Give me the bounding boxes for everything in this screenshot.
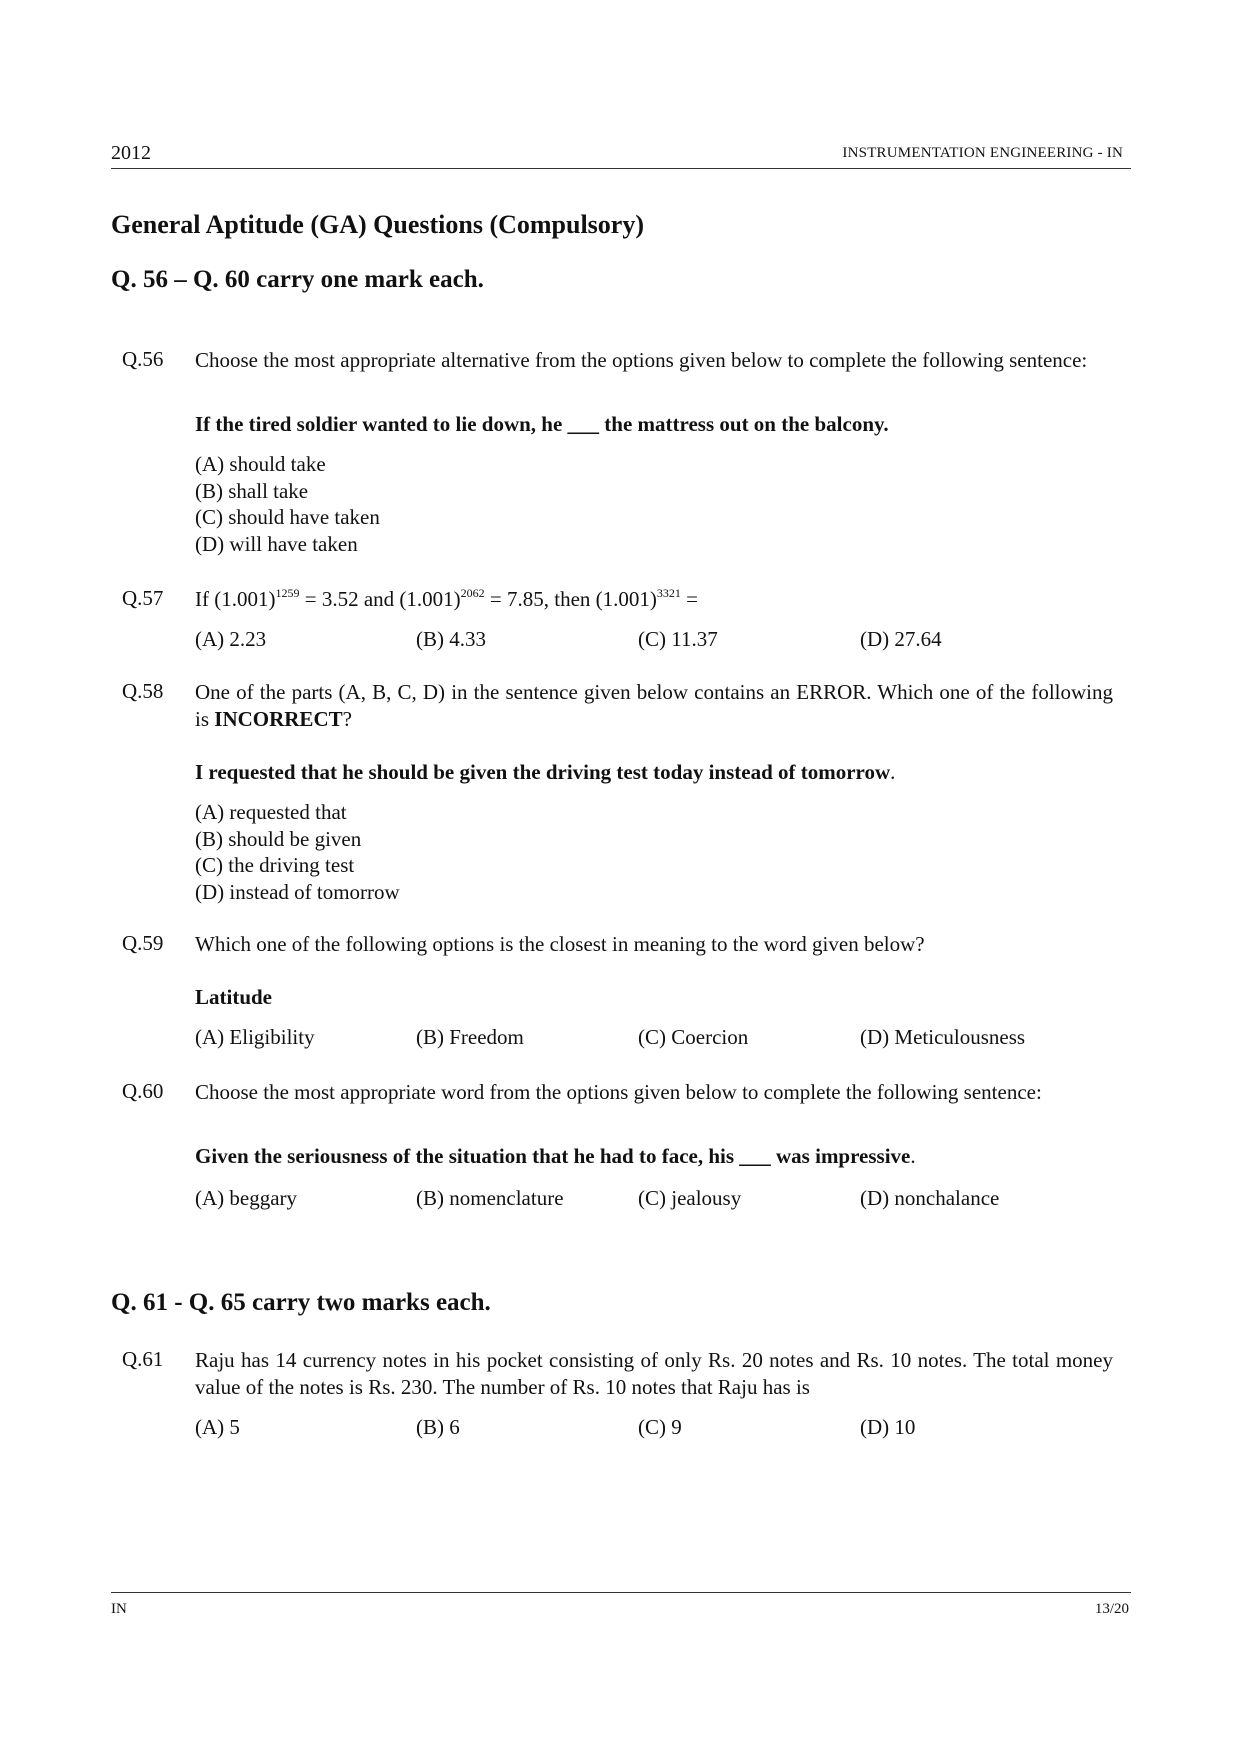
option-b: (B) should be given — [195, 826, 362, 851]
option-c: (C) the driving test — [195, 853, 355, 877]
group-title-one-mark: Q. 56 – Q. 60 carry one mark each. — [111, 266, 484, 293]
question-number: Q.57 — [122, 586, 164, 610]
option-a: (A) 5 — [195, 1415, 240, 1439]
option-b: (B) 4.33 — [416, 627, 486, 651]
section-title: General Aptitude (GA) Questions (Compulsory) — [111, 210, 644, 239]
option-a: (A) 2.23 — [195, 627, 267, 651]
option-list — [195, 799, 400, 905]
page-footer — [111, 1592, 1131, 1617]
option-c: (C) jealousy — [638, 1186, 742, 1210]
question-word: Latitude — [195, 985, 273, 1009]
option-b: (B) shall take — [195, 478, 309, 503]
paper-code: IN — [111, 1601, 127, 1617]
question-sentence: If the tired soldier wanted to lie down, he ___ the mattress out on the balcony. — [195, 412, 889, 436]
question-sentence: Given the seriousness of the situation that he had to face, his ___ was impressive. — [195, 1144, 916, 1168]
question-text: Which one of the following options is the closest in meaning to the word given below? — [195, 932, 925, 956]
option-d: (D) instead of tomorrow — [195, 879, 400, 904]
option-b: (B) 6 — [416, 1415, 460, 1439]
option-b: (B) Freedom — [416, 1025, 524, 1049]
question-number: Q.58 — [122, 679, 164, 703]
option-c: (C) 11.37 — [638, 627, 718, 651]
option-a: (A) beggary — [195, 1186, 298, 1210]
option-a: (A) Eligibility — [195, 1025, 315, 1049]
option-c: (C) 9 — [638, 1415, 682, 1439]
question-text: Choose the most appropriate word from the options given below to complete the following sentence: — [195, 1080, 1042, 1104]
option-c: (C) should have taken — [195, 505, 380, 529]
option-d: (D) 10 — [860, 1415, 916, 1439]
option-d: (D) Meticulousness — [860, 1025, 1026, 1049]
question-number: Q.60 — [122, 1079, 164, 1103]
question-text: Choose the most appropriate alternative from the options given below to complete the following sentence: — [195, 348, 1088, 372]
paper-name: INSTRUMENTATION ENGINEERING - IN — [842, 145, 1123, 161]
option-b: (B) nomenclature — [416, 1186, 564, 1210]
question-number: Q.61 — [122, 1347, 164, 1371]
option-c: (C) Coercion — [638, 1025, 749, 1049]
question-text: One of the parts (A, B, C, D) in the sentence given below contains an ERROR. Which one of the following is INCORRECT? — [195, 680, 1113, 731]
option-d: (D) 27.64 — [860, 627, 942, 651]
question-number: Q.56 — [122, 347, 164, 371]
question-number: Q.59 — [122, 931, 164, 955]
question-text: Raju has 14 currency notes in his pocket consisting of only Rs. 20 notes and Rs. 10 notes. The total money value of the notes is Rs. 230. The number of Rs. 10 notes that Raju has is — [195, 1348, 1113, 1399]
group-title-two-marks: Q. 61 - Q. 65 carry two marks each. — [111, 1289, 491, 1316]
option-a: (A) requested that — [195, 800, 347, 824]
page-number: 13/20 — [1094, 1601, 1129, 1617]
exam-year: 2012 — [111, 142, 151, 164]
question-text: If $(1.001)^{1259} = 3.52$ and $(1.001)^{2062} = 7.85$, then $(1.001)^{3321}$ = — [195, 586, 698, 611]
option-d: (D) will have taken — [195, 531, 358, 556]
option-d: (D) nonchalance — [860, 1186, 1000, 1210]
option-a: (A) should take — [195, 452, 326, 476]
page-header — [111, 142, 1131, 169]
option-list — [195, 451, 380, 557]
question-sentence: I requested that he should be given the driving test today instead of tomorrow. — [195, 760, 896, 784]
